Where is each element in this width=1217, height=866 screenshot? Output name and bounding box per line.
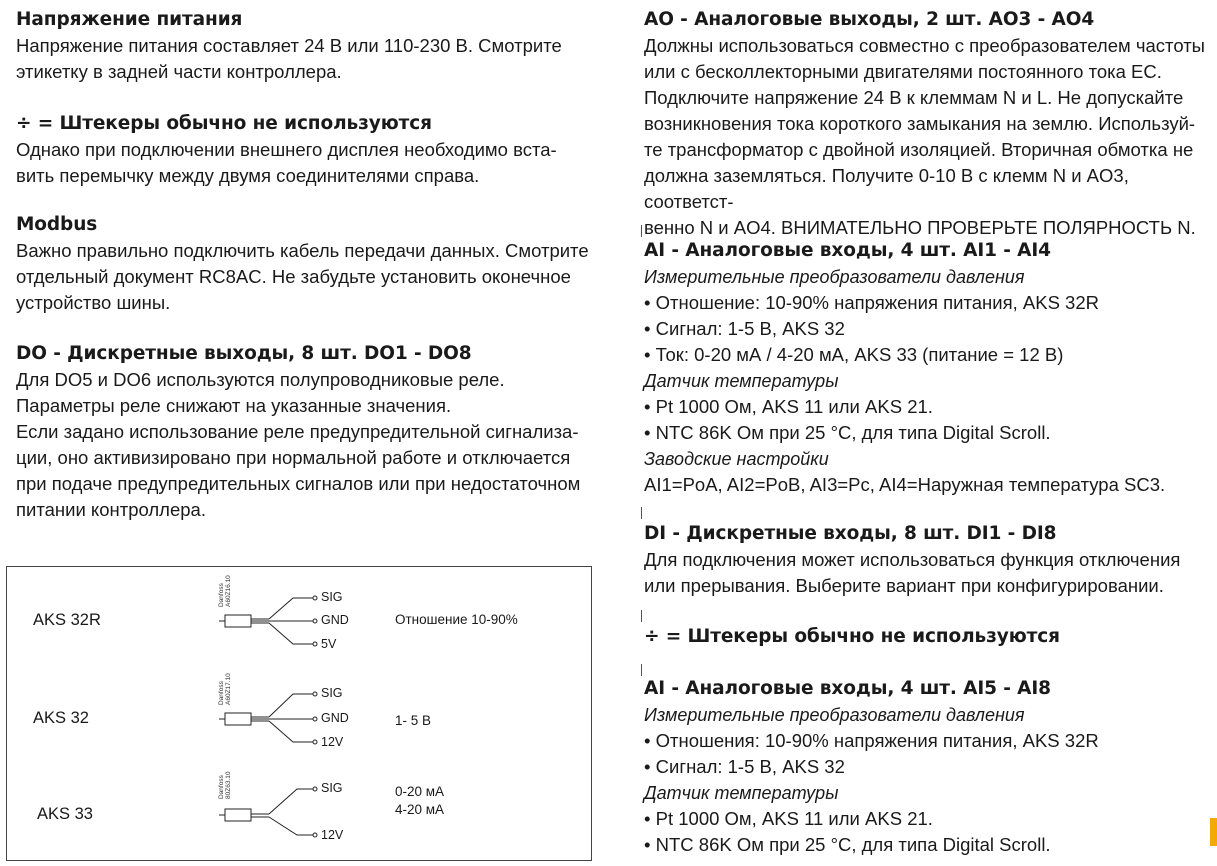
sensor-code-1: Danfoss A60Z16.10 (218, 575, 232, 607)
power-line-2: этикетку в задней части контроллера. (16, 61, 342, 82)
sensor-desc-3a: 0-20 мА (395, 784, 445, 799)
ai1-title: AI - Аналоговые входы, 4 шт. AI1 - AI4 (644, 240, 1051, 261)
section-modbus (16, 212, 589, 316)
ao-title: AO - Аналоговые выходы, 2 шт. AO3 - AO4 (644, 9, 1095, 30)
sensor-code-2: Danfoss A60Z17.10 (218, 673, 232, 705)
page-edge-mark (1210, 818, 1217, 846)
sensor-desc-1: Отношение 10-90% (395, 612, 518, 627)
ao-line-5: те трансформатор с двойной изоляцией. Вторичная обмотка не (644, 139, 1194, 160)
ao-line-2: или с бесколлекторными двигателями постоянного тока ЕС. (644, 61, 1162, 82)
modbus-line-1: Важно правильно подключить кабель передачи данных. Смотрите (16, 240, 589, 261)
do-line-1: Для DO5 и DO6 используются полупроводниковые реле. (16, 369, 505, 390)
section-plugs (16, 111, 557, 189)
margin-tick-4 (641, 664, 642, 676)
sensor-name-aks33: AKS 33 (37, 805, 93, 823)
sensor-name-aks32r: AKS 32R (33, 611, 101, 629)
sensor-desc-2: 1- 5 В (395, 713, 432, 728)
pin-12v-2: 12V (321, 735, 344, 749)
pin-gnd-1: GND (321, 613, 349, 627)
ai1-subtitle-temp: Датчик температуры (644, 371, 839, 391)
pin-sig-1: SIG (321, 590, 343, 604)
ao-line-3: Подключите напряжение 24 В к клеммам N и L. Не допускайте (644, 87, 1184, 108)
plugs-line-1: Однако при подключении внешнего дисплея необходимо вста- (16, 139, 557, 160)
ao-line-7: венно N и AO4. ВНИМАТЕЛЬНО ПРОВЕРЬТЕ ПОЛЯРНОСТЬ N. (644, 217, 1196, 238)
modbus-line-2: отдельный документ RC8AC. Не забудьте установить оконечное (16, 266, 571, 287)
ai1-bullet-2: • Сигнал: 1-5 В, AKS 32 (644, 316, 1165, 342)
section-di (644, 521, 1180, 599)
sensor-body-3 (225, 809, 251, 821)
do-line-3: Если задано использование реле предупредительной сигнализа- (16, 421, 579, 442)
plugs-title: ÷ = Штекеры обычно не используются (16, 113, 432, 134)
sensor-wiring-diagram (6, 566, 592, 861)
ao-line-6: должна заземляться. Получите 0-10 В с клемм N и AO3, соответст- (644, 165, 1129, 212)
ai1-bullet-3: • Ток: 0-20 мА / 4-20 мА, AKS 33 (питание = 12 В) (644, 342, 1165, 368)
ai5-subtitle-temp: Датчик температуры (644, 783, 839, 803)
do-line-4: ции, оно активизировано при нормальной работе и отключается (16, 447, 571, 468)
section-ai5-ai8 (644, 676, 1099, 858)
ao-line-1: Должны использоваться совместно с преобразователем частоты (644, 35, 1205, 56)
pin-gnd-2: GND (321, 711, 349, 725)
sensor-code-3: Danfoss 80Z63.10 (218, 771, 232, 799)
ai5-bullet-3: • Pt 1000 Ом, AKS 11 или AKS 21. (644, 806, 1099, 832)
margin-tick-2 (641, 507, 642, 519)
section-plugs-right (644, 624, 1060, 650)
ai1-bullet-4: • Pt 1000 Ом, AKS 11 или AKS 21. (644, 394, 1165, 420)
do-line-2: Параметры реле снижают на указанные значения. (16, 395, 452, 416)
ai5-bullet-2: • Сигнал: 1-5 В, AKS 32 (644, 754, 1099, 780)
pin-5v-1: 5V (321, 637, 337, 651)
pin-sig-2: SIG (321, 686, 343, 700)
ai1-bullet-1: • Отношение: 10-90% напряжения питания, AKS 32R (644, 290, 1165, 316)
do-line-5: при подаче предупредительных сигналов или при недостаточном (16, 473, 581, 494)
modbus-title: Modbus (16, 214, 98, 235)
section-do (16, 341, 580, 523)
ao-line-4: возникновения тока короткого замыкания на землю. Используй- (644, 113, 1196, 134)
pin-12v-3: 12V (321, 828, 344, 842)
ai1-subtitle-pressure: Измерительные преобразователи давления (644, 267, 1025, 287)
di-line-2: или прерывания. Выберите вариант при конфигурировании. (644, 575, 1164, 596)
sensor-name-aks32: AKS 32 (33, 709, 89, 727)
section-ao (644, 7, 1209, 241)
sensor-body-2 (225, 713, 251, 725)
plugs-line-2: вить перемычку между двумя соединителями справа. (16, 165, 480, 186)
ai1-factory-line: AI1=PoA, AI2=PoB, AI3=Pc, AI4=Наружная температура SC3. (644, 474, 1166, 495)
sensor-desc-3b: 4-20 мА (395, 802, 445, 817)
ai5-subtitle-pressure: Измерительные преобразователи давления (644, 705, 1025, 725)
do-line-6: питании контроллера. (16, 499, 206, 520)
pin-sig-3: SIG (321, 781, 343, 795)
power-line-1: Напряжение питания составляет 24 В или 110-230 В. Смотрите (16, 35, 562, 56)
do-title: DO - Дискретные выходы, 8 шт. DO1 - DO8 (16, 343, 472, 364)
ai5-bullet-1: • Отношения: 10-90% напряжения питания, AKS 32R (644, 728, 1099, 754)
section-ai1-ai4 (644, 238, 1165, 498)
margin-tick-1 (641, 225, 642, 237)
ai5-title: AI - Аналоговые входы, 4 шт. AI5 - AI8 (644, 678, 1051, 699)
ai5-bullet-4: • NTC 86K Ом при 25 °C, для типа Digital Scroll. (644, 832, 1099, 858)
sensor-body-1 (225, 615, 251, 627)
ai1-bullet-5: • NTC 86K Ом при 25 °C, для типа Digital Scroll. (644, 420, 1165, 446)
section-power-supply (16, 7, 562, 85)
margin-tick-3 (641, 610, 642, 622)
power-title: Напряжение питания (16, 9, 243, 30)
ai1-subtitle-factory: Заводские настройки (644, 449, 829, 469)
modbus-line-3: устройство шины. (16, 292, 171, 313)
di-title: DI - Дискретные входы, 8 шт. DI1 - DI8 (644, 523, 1057, 544)
plugs-right-title: ÷ = Штекеры обычно не используются (644, 626, 1060, 647)
di-line-1: Для подключения может использоваться функция отключения (644, 549, 1181, 570)
